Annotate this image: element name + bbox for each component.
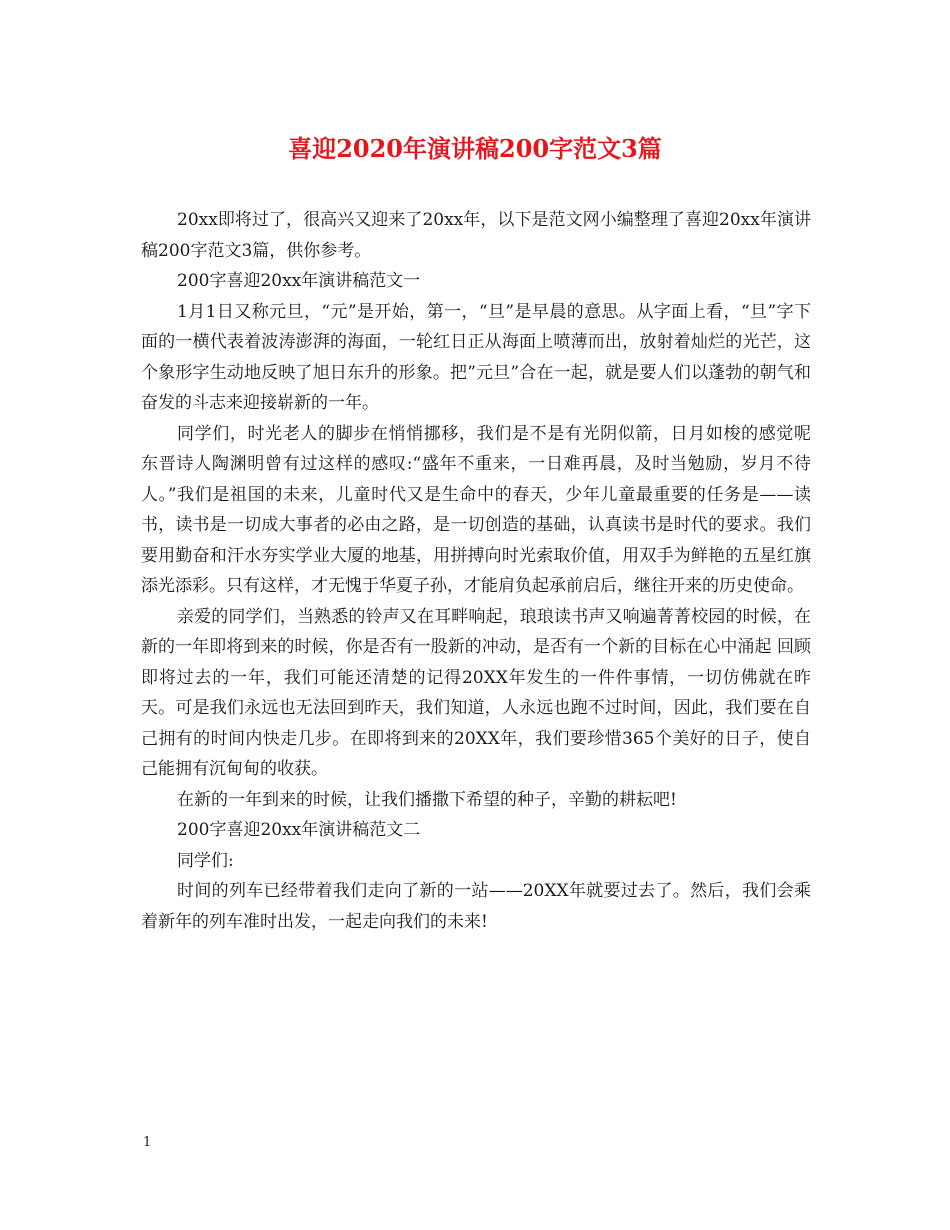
document-body (141, 205, 811, 937)
salutation: 同学们: (177, 850, 234, 871)
body-paragraph: 亲爱的同学们，当熟悉的铃声又在耳畔响起，琅琅读书声又响遍菁菁校园的时候，在新的一年即将到来的时候，你是否有一股新的冲动，是否有一个新的目标在心中涌起 回顾即将过去的一年，我们可能还清楚的记得20XX年发生的一件件事情，一切仿佛就在昨天。可是我们永远也无法回到昨天，我们知道，人永远也跑不过时间，因此，我们要在自己拥有的时间内快走几步。在即将到来的20XX年，我们要珍惜365个美好的日子，使自己能拥有沉甸甸的收获。 (141, 606, 811, 779)
body-paragraph: 1月1日又称元旦，“元”是开始，第一，“旦”是早晨的意思。从字面上看，“旦”字下面的一横代表着波涛澎湃的海面，一轮红日正从海面上喷薄而出，放射着灿烂的光芒，这个象形字生动地反映了旭日东升的形象。把”元旦”合在一起，就是要人们以蓬勃的朝气和奋发的斗志来迎接崭新的一年。 (141, 301, 811, 413)
intro-paragraph: 20xx即将过了，很高兴又迎来了20xx年，以下是范文网小编整理了喜迎20xx年演讲稿200字范文3篇，供你参考。 (141, 210, 811, 261)
body-paragraph: 同学们，时光老人的脚步在悄悄挪移，我们是不是有光阴似箭，日月如梭的感觉呢 东晋诗人陶渊明曾有过这样的感叹:“盛年不重来，一日难再晨，及时当勉励，岁月不待人。”我们是祖国的未来，儿童时代又是生命中的春天，少年儿童最重要的任务是——读书，读书是一切成大事者的必由之路，是一切创造的基础，认真读书是时代的要求。我们要用勤奋和汗水夯实学业大厦的地基，用拼搏向时光索取价值，用双手为鲜艳的五星红旗添光添彩。只有这样，才无愧于华夏子孙，才能肩负起承前启后，继往开来的历史使命。 (141, 423, 811, 596)
page-number: 1 (143, 1135, 152, 1150)
section-heading-1: 200字喜迎20xx年演讲稿范文一 (177, 271, 421, 291)
section-heading-2: 200字喜迎20xx年演讲稿范文二 (177, 820, 421, 840)
document-title: 喜迎2020年演讲稿200字范文3篇 (288, 134, 662, 163)
body-paragraph: 在新的一年到来的时候，让我们播撒下希望的种子，辛勤的耕耘吧! (177, 789, 677, 810)
body-paragraph: 时间的列车已经带着我们走向了新的一站——20XX年就要过去了。然后，我们会乘着新年的列车准时出发，一起走向我们的未来! (141, 881, 811, 932)
